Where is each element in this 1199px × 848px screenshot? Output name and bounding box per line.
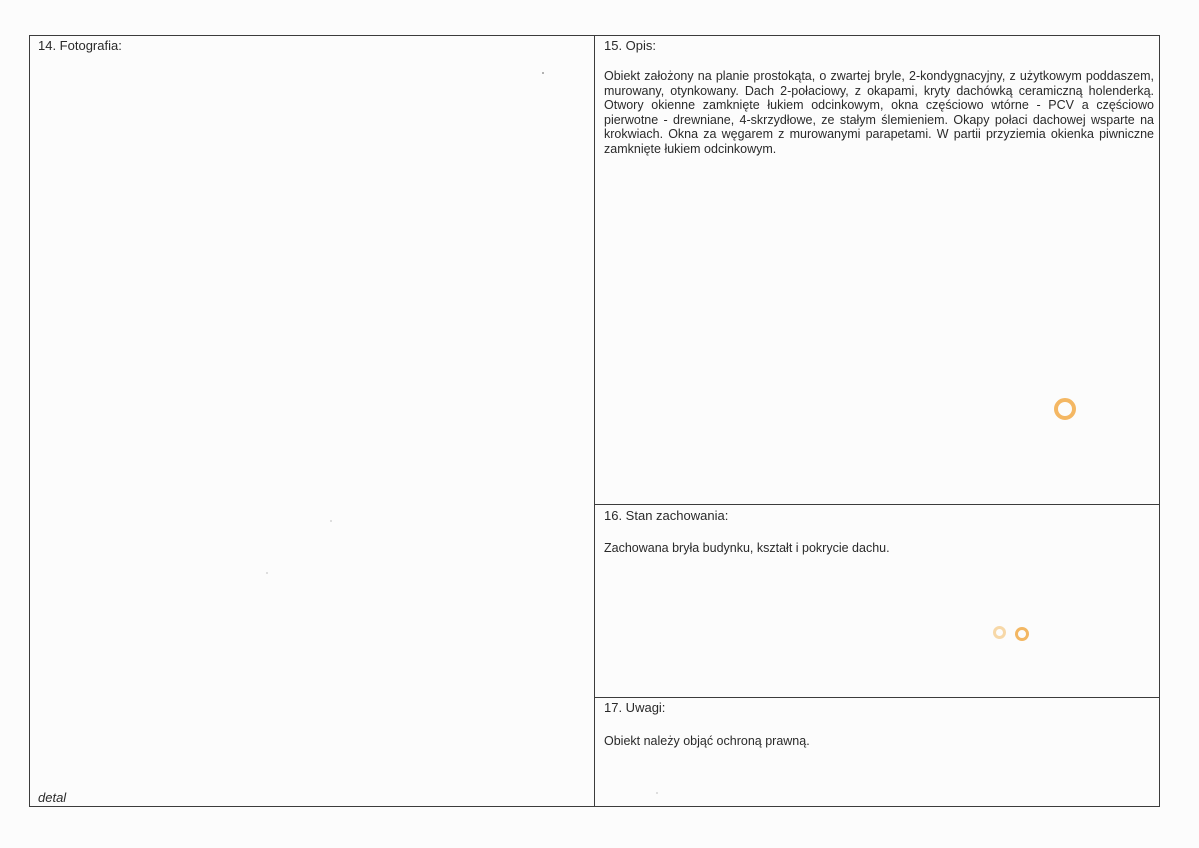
paper-speck — [330, 520, 332, 522]
paper-speck — [656, 792, 658, 794]
paper-speck — [266, 572, 268, 574]
remarks-section-label: 17. Uwagi: — [604, 700, 666, 715]
condition-section-label: 16. Stan zachowania: — [604, 508, 729, 523]
row-divider-remarks — [594, 697, 1160, 698]
ring-stain-mark — [1015, 627, 1029, 641]
row-divider-condition — [594, 504, 1160, 505]
photo-caption: detal — [38, 790, 67, 805]
remarks-text: Obiekt należy objąć ochroną prawną. — [604, 734, 810, 748]
ring-stain-mark — [1054, 398, 1076, 420]
description-section-label: 15. Opis: — [604, 38, 657, 53]
ring-stain-mark — [993, 626, 1006, 639]
column-divider — [594, 35, 595, 807]
condition-text: Zachowana bryła budynku, kształt i pokrycie dachu. — [604, 541, 890, 555]
paper-speck — [542, 72, 544, 74]
photo-section-label: 14. Fotografia: — [38, 38, 122, 53]
description-text: Obiekt założony na planie prostokąta, o zwartej bryle, 2-kondygnacyjny, z użytkowym poddaszem, murowany, otynkowany. Dach 2-połaciowy, z okapami, kryty dachówką ceramiczną holenderką. Otwory okienne zamknięte łukiem odcinkowym, okna częściowo wtórne - PCV a częściowo pierwotne - drewniane, 4-skrzydłowe, ze stałym ślemieniem. Okapy połaci dachowej wsparte na krokwiach. Okna za węgarem z murowanymi parapetami. W partii przyziemia okienka piwniczne zamknięte łukiem odcinkowym. — [604, 69, 1154, 156]
